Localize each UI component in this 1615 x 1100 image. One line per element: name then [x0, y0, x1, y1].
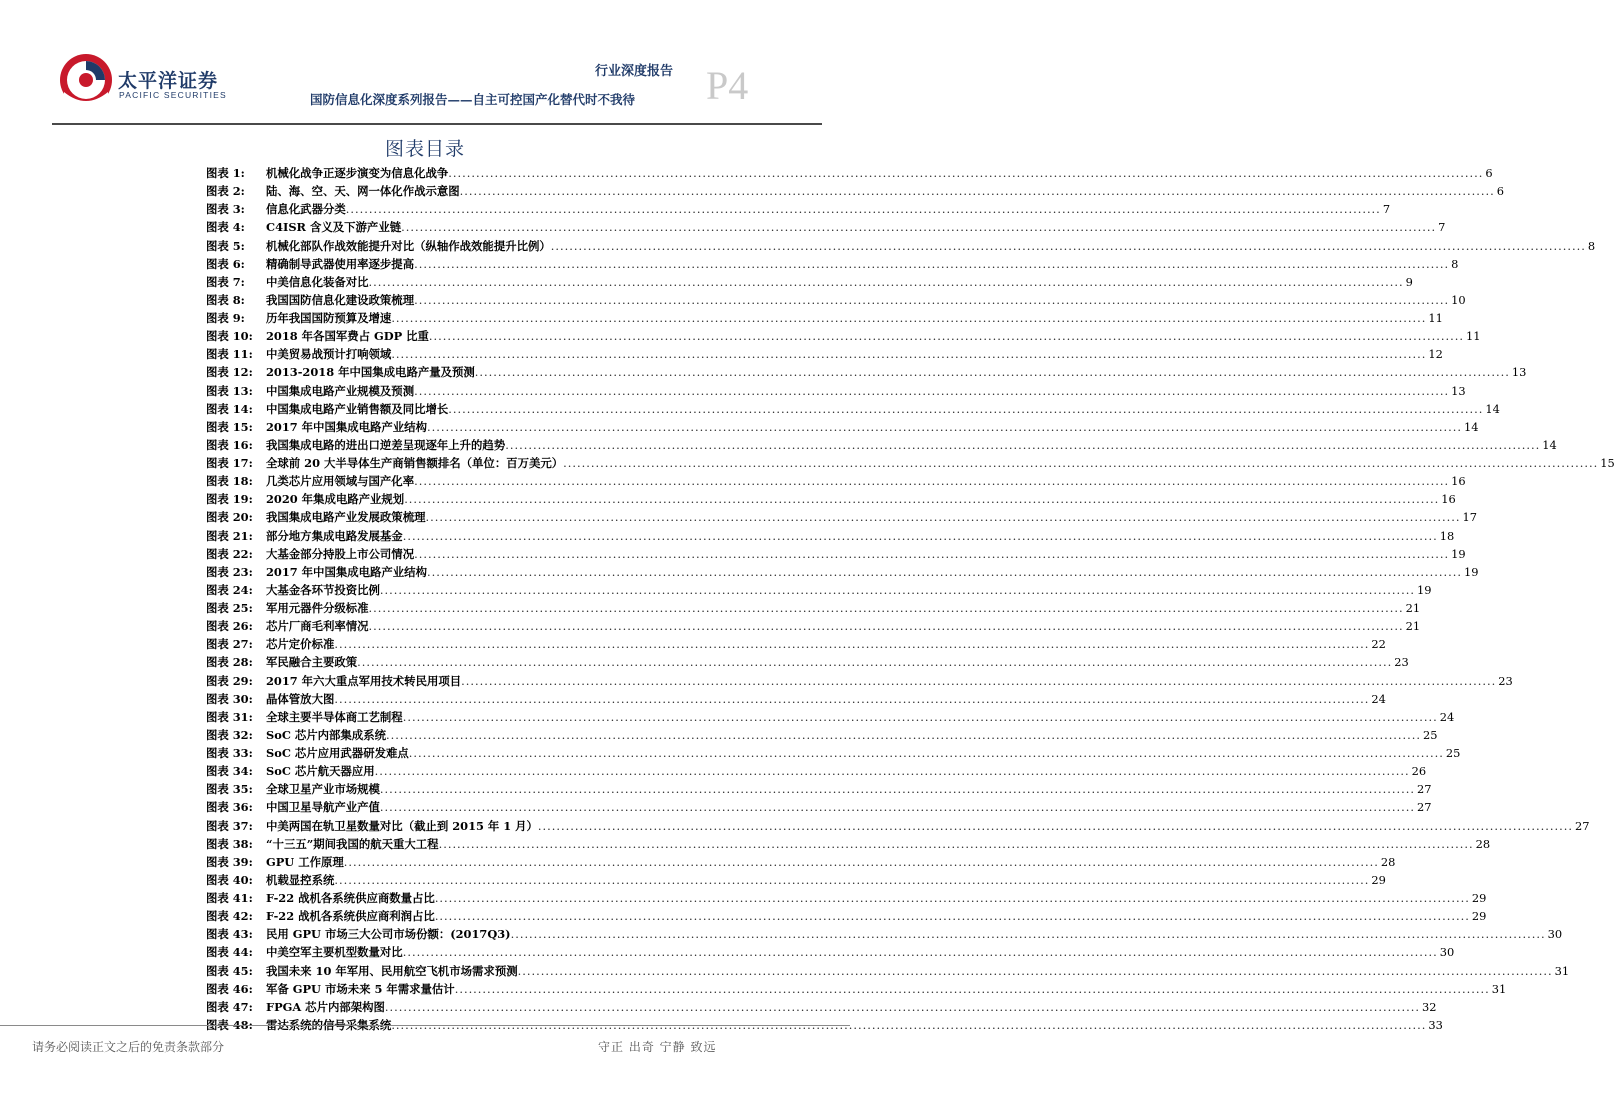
- toc-entry-number: 图表 44:: [206, 945, 253, 960]
- page-number: P4: [706, 63, 749, 108]
- toc-leader-dots: [414, 472, 1449, 490]
- toc-entry-text: 我国国防信息化建设政策梳理: [266, 292, 415, 307]
- toc-entry[interactable]: [206, 635, 1386, 653]
- toc-entry[interactable]: [206, 400, 1500, 418]
- toc-entry[interactable]: [206, 762, 1427, 780]
- report-type-label: 行业深度报告: [595, 64, 674, 79]
- toc-entry-text: 军备 GPU 市场未来 5 年需求量估计: [266, 981, 455, 996]
- toc-entry[interactable]: [206, 436, 1557, 454]
- toc-list: [206, 164, 1615, 1034]
- toc-entry-text: C4ISR 含义及下游产业链: [266, 220, 402, 235]
- toc-entry-page: 18: [1439, 528, 1455, 543]
- toc-leader-dots: [409, 744, 1444, 762]
- toc-entry[interactable]: [206, 925, 1563, 943]
- toc-entry-page: 28: [1475, 836, 1491, 851]
- toc-entry[interactable]: [206, 617, 1421, 635]
- toc-entry[interactable]: [206, 454, 1615, 472]
- toc-leader-dots: [435, 907, 1470, 925]
- toc-entry-number: 图表 33:: [206, 746, 253, 760]
- toc-entry-page: 19: [1451, 546, 1466, 561]
- toc-entry[interactable]: [206, 653, 1409, 671]
- toc-leader-dots: [357, 653, 1392, 671]
- toc-entry-text: 2017 年中国集成电路产业结构: [266, 419, 427, 434]
- toc-entry-text: 中美信息化装备对比: [266, 274, 369, 289]
- toc-entry[interactable]: [206, 980, 1507, 998]
- toc-entry[interactable]: [206, 798, 1432, 816]
- toc-entry[interactable]: [206, 690, 1386, 708]
- toc-leader-dots: [404, 490, 1439, 508]
- toc-entry-number: 图表 2:: [206, 184, 245, 199]
- toc-entry[interactable]: [206, 998, 1437, 1016]
- toc-entry-number: 图表 9:: [206, 311, 245, 325]
- toc-entry-text: 2013-2018 年中国集成电路产量及预测: [266, 365, 475, 380]
- toc-entry-text: 部分地方集成电路发展基金: [266, 528, 403, 543]
- toc-entry-text: 陆、海、空、天、网一体化作战示意图: [266, 184, 460, 199]
- toc-entry[interactable]: [206, 853, 1396, 871]
- toc-entry-page: 11: [1428, 311, 1443, 325]
- toc-entry-number: 图表 27:: [206, 637, 253, 652]
- toc-leader-dots: [461, 672, 1496, 690]
- toc-entry-text: 雷达系统的信号采集系统: [266, 1017, 392, 1032]
- brand-name-en: PACIFIC SECURITIES: [119, 90, 227, 100]
- toc-entry[interactable]: [206, 418, 1479, 436]
- toc-leader-dots: [334, 871, 1369, 889]
- toc-entry-text: 军用元器件分级标准: [266, 601, 369, 615]
- toc-entry[interactable]: [206, 273, 1413, 291]
- toc-entry-number: 图表 39:: [206, 854, 253, 869]
- toc-entry-number: 图表 12:: [206, 365, 253, 380]
- toc-entry-number: 图表 36:: [206, 800, 253, 815]
- toc-leader-dots: [385, 998, 1420, 1016]
- toc-entry-text: FPGA 芯片内部架构图: [266, 999, 385, 1014]
- toc-entry[interactable]: [206, 962, 1570, 980]
- toc-entry-page: 13: [1511, 365, 1527, 380]
- toc-entry-text: 中美空军主要机型数量对比: [266, 945, 403, 960]
- toc-entry-number: 图表 6:: [206, 256, 245, 271]
- toc-leader-dots: [538, 817, 1573, 835]
- toc-leader-dots: [511, 925, 1546, 943]
- toc-leader-dots: [380, 581, 1415, 599]
- toc-leader-dots: [563, 454, 1598, 472]
- report-title: 国防信息化深度系列报告——自主可控国产化替代时不我待: [310, 92, 636, 107]
- toc-leader-dots: [334, 690, 1369, 708]
- toc-leader-dots: [369, 273, 1404, 291]
- toc-entry-page: 33: [1428, 1017, 1443, 1032]
- toc-entry[interactable]: [206, 527, 1455, 545]
- toc-entry-text: 中美贸易战预计打响领域: [266, 347, 392, 362]
- toc-entry[interactable]: [206, 708, 1455, 726]
- toc-entry[interactable]: [206, 237, 1596, 255]
- toc-leader-dots: [380, 780, 1415, 798]
- toc-leader-dots: [414, 255, 1449, 273]
- toc-entry-page: 32: [1421, 999, 1437, 1014]
- toc-entry-page: 25: [1445, 746, 1461, 760]
- toc-entry-number: 图表 41:: [206, 891, 253, 905]
- toc-entry-page: 14: [1464, 419, 1479, 434]
- toc-entry-text: F-22 战机各系统供应商数量占比: [266, 891, 435, 905]
- toc-leader-dots: [414, 291, 1449, 309]
- toc-leader-dots: [346, 200, 1381, 218]
- toc-leader-dots: [375, 762, 1410, 780]
- toc-entry-text: 晶体管放大图: [266, 691, 335, 706]
- toc-entry-text: 我国集成电路的进出口逆差呈现逐年上升的趋势: [266, 437, 506, 452]
- toc-entry-number: 图表 22:: [206, 546, 253, 561]
- toc-leader-dots: [460, 182, 1495, 200]
- header-divider: [52, 123, 822, 125]
- toc-entry-text: 中国集成电路产业规模及预测: [266, 383, 415, 398]
- toc-entry[interactable]: [206, 291, 1466, 309]
- toc-leader-dots: [505, 436, 1540, 454]
- toc-entry-page: 29: [1471, 909, 1487, 924]
- toc-leader-dots: [401, 218, 1436, 236]
- toc-entry-page: 13: [1451, 383, 1466, 398]
- toc-entry-text: 中美两国在轨卫星数量对比（截止到 2015 年 1 月）: [266, 818, 538, 833]
- toc-entry-page: 6: [1485, 166, 1493, 180]
- toc-leader-dots: [369, 599, 1404, 617]
- toc-entry-page: 30: [1439, 945, 1455, 960]
- toc-entry-number: 图表 40:: [206, 872, 253, 887]
- toc-entry-text: 大基金部分持股上市公司情况: [266, 546, 415, 561]
- toc-entry-page: 27: [1416, 782, 1432, 797]
- toc-entry-text: 中国集成电路产业销售额及同比增长: [266, 401, 449, 416]
- toc-entry[interactable]: [206, 943, 1455, 961]
- toc-entry-text: 2017 年六大重点军用技术转民用项目: [266, 673, 462, 688]
- toc-entry[interactable]: [206, 889, 1487, 907]
- toc-entry-number: 图表 37:: [206, 818, 253, 833]
- toc-entry[interactable]: [206, 363, 1527, 381]
- toc-entry-number: 图表 28:: [206, 655, 253, 670]
- toc-entry-number: 图表 20:: [206, 510, 253, 525]
- toc-entry-page: 10: [1451, 292, 1466, 307]
- toc-entry-number: 图表 31:: [206, 709, 253, 724]
- toc-entry-page: 19: [1464, 564, 1479, 579]
- toc-entry-number: 图表 7:: [206, 274, 245, 289]
- toc-entry-page: 24: [1439, 709, 1455, 724]
- toc-entry-text: SoC 芯片内部集成系统: [266, 727, 386, 742]
- toc-leader-dots: [518, 962, 1553, 980]
- toc-entry[interactable]: [206, 581, 1432, 599]
- toc-entry-page: 19: [1416, 582, 1432, 597]
- toc-entry-text: 军民融合主要政策: [266, 655, 358, 670]
- toc-entry-number: 图表 14:: [206, 401, 253, 416]
- toc-entry-number: 图表 38:: [206, 836, 253, 851]
- toc-title: 图表目录: [384, 138, 465, 160]
- toc-entry-page: 25: [1423, 727, 1438, 742]
- toc-entry-page: 24: [1371, 691, 1386, 706]
- toc-entry[interactable]: [206, 218, 1446, 236]
- toc-leader-dots: [414, 382, 1449, 400]
- toc-entry-number: 图表 19:: [206, 492, 253, 507]
- toc-entry[interactable]: [206, 490, 1456, 508]
- toc-entry[interactable]: [206, 907, 1487, 925]
- toc-entry[interactable]: [206, 164, 1493, 182]
- toc-entry-text: SoC 芯片航天器应用: [266, 764, 375, 779]
- toc-entry-number: 图表 4:: [206, 220, 245, 235]
- toc-leader-dots: [334, 635, 1369, 653]
- toc-entry[interactable]: [206, 508, 1478, 526]
- toc-leader-dots: [391, 309, 1426, 327]
- toc-entry-page: 27: [1574, 818, 1590, 833]
- pacific-securities-logo-icon: [58, 52, 114, 108]
- toc-leader-dots: [403, 527, 1438, 545]
- toc-entry[interactable]: [206, 744, 1461, 762]
- toc-entry-page: 31: [1554, 963, 1570, 978]
- toc-entry-page: 23: [1394, 655, 1409, 670]
- toc-entry-text: 全球主要半导体商工艺制程: [266, 709, 403, 724]
- toc-entry-text: GPU 工作原理: [266, 854, 344, 869]
- toc-entry[interactable]: [206, 200, 1391, 218]
- toc-leader-dots: [403, 708, 1438, 726]
- toc-entry-page: 6: [1496, 184, 1504, 199]
- toc-entry-page: 29: [1471, 891, 1487, 905]
- toc-entry-number: 图表 18:: [206, 474, 253, 489]
- toc-entry-number: 图表 8:: [206, 292, 245, 307]
- toc-entry[interactable]: [206, 472, 1466, 490]
- toc-entry-number: 图表 48:: [206, 1017, 253, 1032]
- toc-entry-page: 22: [1371, 637, 1386, 652]
- toc-entry-number: 图表 11:: [206, 347, 253, 362]
- toc-leader-dots: [427, 418, 1462, 436]
- toc-entry-page: 11: [1465, 329, 1481, 344]
- toc-leader-dots: [386, 726, 1421, 744]
- toc-entry-text: 机载显控系统: [266, 872, 335, 887]
- toc-leader-dots: [344, 853, 1379, 871]
- toc-entry-number: 图表 10:: [206, 329, 253, 344]
- toc-entry[interactable]: [206, 255, 1459, 273]
- toc-entry-text: SoC 芯片应用武器研发难点: [266, 746, 409, 760]
- toc-entry-page: 31: [1491, 981, 1507, 996]
- toc-leader-dots: [414, 545, 1449, 563]
- toc-entry-page: 7: [1382, 202, 1391, 217]
- toc-entry-number: 图表 5:: [206, 238, 245, 253]
- toc-entry-number: 图表 24:: [206, 582, 253, 597]
- toc-leader-dots: [403, 943, 1438, 961]
- toc-entry-number: 图表 1:: [206, 166, 245, 180]
- toc-entry-text: 历年我国国防预算及增速: [266, 311, 392, 325]
- toc-entry-page: 7: [1438, 220, 1446, 235]
- toc-leader-dots: [455, 980, 1490, 998]
- toc-entry-number: 图表 16:: [206, 437, 253, 452]
- toc-entry[interactable]: [206, 382, 1466, 400]
- toc-entry-page: 14: [1485, 401, 1500, 416]
- toc-entry-text: 2020 年集成电路产业规划: [266, 492, 405, 507]
- toc-entry-text: 几类芯片应用领域与国产化率: [266, 474, 415, 489]
- toc-entry-number: 图表 13:: [206, 383, 253, 398]
- footer-disclaimer: 请务必阅读正文之后的免责条款部分: [32, 1040, 225, 1054]
- footer-divider: [0, 1025, 850, 1026]
- toc-leader-dots: [369, 617, 1404, 635]
- toc-leader-dots: [429, 327, 1464, 345]
- toc-entry[interactable]: [206, 545, 1466, 563]
- toc-entry-page: 29: [1371, 872, 1386, 887]
- toc-leader-dots: [425, 508, 1460, 526]
- toc-entry-number: 图表 29:: [206, 673, 253, 688]
- toc-entry-page: 17: [1462, 510, 1478, 525]
- toc-entry-text: 中国卫星导航产业产值: [266, 800, 380, 815]
- toc-entry-page: 12: [1428, 347, 1443, 362]
- toc-leader-dots: [435, 889, 1470, 907]
- toc-entry-page: 21: [1405, 619, 1421, 634]
- toc-entry[interactable]: [206, 871, 1386, 889]
- footer-motto: 守正 出奇 宁静 致远: [598, 1040, 717, 1054]
- toc-entry-number: 图表 25:: [206, 601, 253, 615]
- toc-entry[interactable]: [206, 817, 1590, 835]
- toc-entry-page: 28: [1380, 854, 1396, 869]
- toc-entry-page: 30: [1547, 927, 1563, 942]
- toc-entry-text: 芯片厂商毛利率情况: [266, 619, 369, 634]
- toc-leader-dots: [551, 237, 1586, 255]
- toc-entry-number: 图表 46:: [206, 981, 253, 996]
- toc-entry-text: 机械化部队作战效能提升对比（纵轴作战效能提升比例）: [266, 238, 551, 253]
- toc-entry-page: 16: [1451, 474, 1466, 489]
- toc-entry-text: F-22 战机各系统供应商利润占比: [266, 909, 435, 924]
- toc-entry-number: 图表 42:: [206, 909, 253, 924]
- toc-entry-text: 我国集成电路产业发展政策梳理: [266, 510, 426, 525]
- toc-entry-number: 图表 32:: [206, 727, 253, 742]
- toc-entry-page: 15: [1600, 456, 1615, 470]
- toc-entry-text: “十三五”期间我国的航天重大工程: [266, 836, 439, 851]
- toc-leader-dots: [448, 164, 1483, 182]
- toc-entry-number: 图表 3:: [206, 202, 245, 217]
- toc-entry-text: 全球卫星产业市场规模: [266, 782, 380, 797]
- brand-name-cn: 太平洋证券: [118, 70, 219, 92]
- toc-entry-text: 民用 GPU 市场三大公司市场份额：(2017Q3): [266, 927, 511, 942]
- toc-entry-page: 23: [1498, 673, 1513, 688]
- toc-entry-number: 图表 21:: [206, 528, 253, 543]
- toc-entry[interactable]: [206, 672, 1513, 690]
- toc-entry-page: 9: [1405, 274, 1413, 289]
- toc-entry[interactable]: [206, 726, 1438, 744]
- toc-leader-dots: [391, 345, 1426, 363]
- toc-leader-dots: [380, 798, 1415, 816]
- toc-entry-text: 大基金各环节投资比例: [266, 582, 380, 597]
- toc-entry-text: 2018 年各国军费占 GDP 比重: [266, 329, 429, 344]
- toc-leader-dots: [475, 363, 1510, 381]
- toc-entry-page: 8: [1587, 238, 1596, 253]
- toc-entry-page: 16: [1441, 492, 1456, 507]
- toc-entry-page: 27: [1416, 800, 1432, 815]
- toc-entry[interactable]: [206, 182, 1504, 200]
- toc-entry-text: 全球前 20 大半导体生产商销售额排名（单位：百万美元）: [266, 456, 564, 470]
- toc-entry[interactable]: [206, 563, 1479, 581]
- toc-entry-number: 图表 26:: [206, 619, 253, 634]
- toc-entry-number: 图表 30:: [206, 691, 253, 706]
- toc-entry-page: 26: [1411, 764, 1427, 779]
- toc-entry-number: 图表 43:: [206, 927, 253, 942]
- toc-leader-dots: [448, 400, 1483, 418]
- toc-entry-text: 我国未来 10 年军用、民用航空飞机市场需求预测: [266, 963, 518, 978]
- toc-entry[interactable]: [206, 345, 1443, 363]
- toc-entry[interactable]: [206, 780, 1432, 798]
- toc-entry[interactable]: [206, 835, 1491, 853]
- toc-entry-text: 芯片定价标准: [266, 637, 335, 652]
- toc-entry-text: 精确制导武器使用率逐步提高: [266, 256, 415, 271]
- toc-leader-dots: [427, 563, 1462, 581]
- toc-entry-text: 信息化武器分类: [266, 202, 346, 217]
- toc-entry-number: 图表 15:: [206, 419, 253, 434]
- toc-entry[interactable]: [206, 599, 1421, 617]
- toc-entry-number: 图表 23:: [206, 564, 253, 579]
- toc-leader-dots: [439, 835, 1474, 853]
- toc-entry-number: 图表 35:: [206, 782, 253, 797]
- toc-entry-text: 机械化战争正逐步演变为信息化战争: [266, 166, 449, 180]
- toc-entry-number: 图表 17:: [206, 456, 253, 470]
- toc-entry[interactable]: [206, 309, 1443, 327]
- toc-entry-page: 8: [1451, 256, 1459, 271]
- toc-entry-number: 图表 47:: [206, 999, 253, 1014]
- toc-entry[interactable]: [206, 327, 1481, 345]
- toc-entry-number: 图表 45:: [206, 963, 253, 978]
- toc-entry-page: 21: [1405, 601, 1421, 615]
- toc-entry-number: 图表 34:: [206, 764, 253, 779]
- toc-entry-text: 2017 年中国集成电路产业结构: [266, 564, 427, 579]
- toc-entry-page: 14: [1542, 437, 1557, 452]
